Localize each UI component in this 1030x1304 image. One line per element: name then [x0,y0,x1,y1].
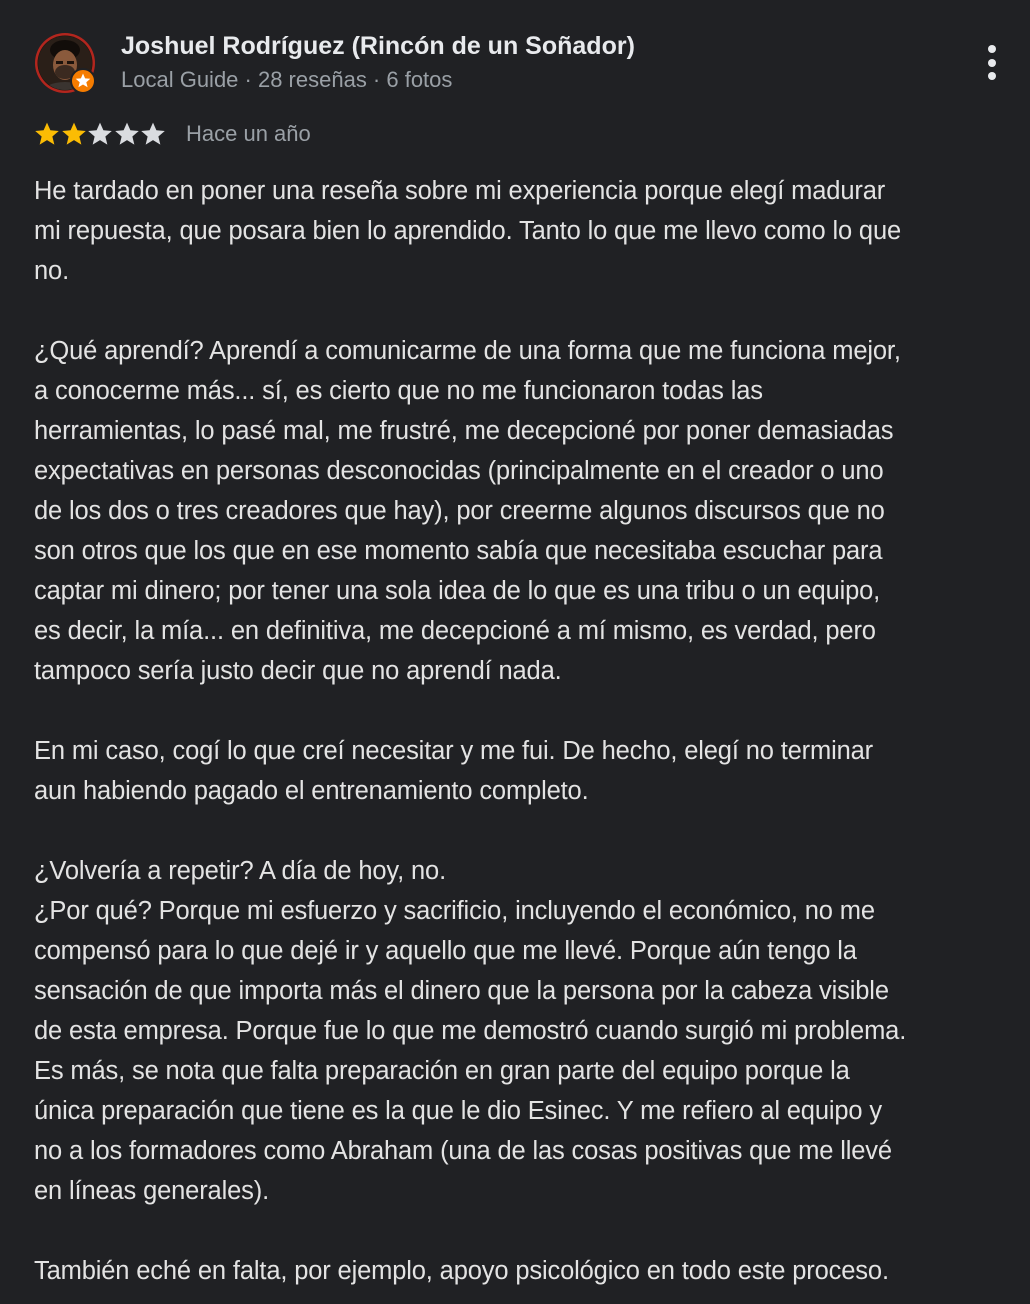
review-line: compensó para lo que dejé ir y aquello que me llevé. Porque aún tengo la [34,937,857,965]
review-line: aun habiendo pagado el entrenamiento completo. [34,777,589,805]
star-empty-icon [139,120,167,148]
review-line: expectativas en personas desconocidas (principalmente en el creador o uno [34,457,884,485]
star-filled-icon [33,120,61,148]
star-rating [33,118,166,150]
review-line: son otros que los que en ese momento sabía que necesitaba escuchar para [34,537,883,565]
review-line: También eché en falta, por ejemplo, apoyo psicológico en todo este proceso. [34,1257,889,1285]
reviewer-avatar[interactable] [34,32,96,94]
review-line: de los dos o tres creadores que hay), por creerme algunos discursos que no [34,497,885,525]
review-line: de esta empresa. Porque fue lo que me demostró cuando surgió mi problema. [34,1017,907,1045]
review-line: no. [34,257,69,285]
star-filled-icon [60,120,88,148]
review-line: sensación de que importa más el dinero que la persona por la cabeza visible [34,977,889,1005]
review-line: única preparación que tiene es la que le dio Esinec. Y me refiero al equipo y [34,1097,882,1125]
review-line: a conocerme más... sí, es cierto que no me funcionaron todas las [34,377,763,405]
review-line: Es más, se nota que falta preparación en gran parte del equipo porque la [34,1057,850,1085]
review-line: tampoco sería justo decir que no aprendí nada. [34,657,562,685]
review-paragraph [34,1251,1014,1291]
review-line: en líneas generales). [34,1177,270,1205]
review-line: He tardado en poner una reseña sobre mi experiencia porque elegí madurar [34,177,886,205]
review-paragraph [34,731,1014,811]
review-line: ¿Por qué? Porque mi esfuerzo y sacrificio, incluyendo el económico, no me [34,897,875,925]
review-line: captar mi dinero; por tener una sola idea de lo que es una tribu o un equipo, [34,577,881,605]
review-text [34,171,1014,1291]
reviewer-name[interactable]: Joshuel Rodríguez (Rincón de un Soñador) [121,32,635,60]
review-line: no a los formadores como Abraham (una de las cosas positivas que me llevé [34,1137,892,1165]
review-line: ¿Qué aprendí? Aprendí a comunicarme de una forma que me funciona mejor, [34,337,901,365]
review-line: mi repuesta, que posara bien lo aprendido. Tanto lo que me llevo como lo que [34,217,902,245]
review-line: herramientas, lo pasé mal, me frustré, me decepcioné por poner demasiadas [34,417,894,445]
review-paragraph [34,331,1014,691]
review-date: Hace un año [186,121,311,146]
review-line: es decir, la mía... en definitiva, me decepcioné a mí mismo, es verdad, pero [34,617,876,645]
more-options-button[interactable] [972,40,1012,86]
star-empty-icon [86,120,114,148]
review-line: En mi caso, cogí lo que creí necesitar y me fui. De hecho, elegí no terminar [34,737,874,765]
reviewer-meta[interactable]: Local Guide · 28 reseñas · 6 fotos [121,67,453,92]
review-line: ¿Volvería a repetir? A día de hoy, no. [34,857,447,885]
more-vert-icon [972,40,1012,86]
review-paragraph [34,171,1014,291]
star-empty-icon [113,120,141,148]
review-paragraph [34,851,1014,1211]
local-guide-star-badge [70,68,96,94]
